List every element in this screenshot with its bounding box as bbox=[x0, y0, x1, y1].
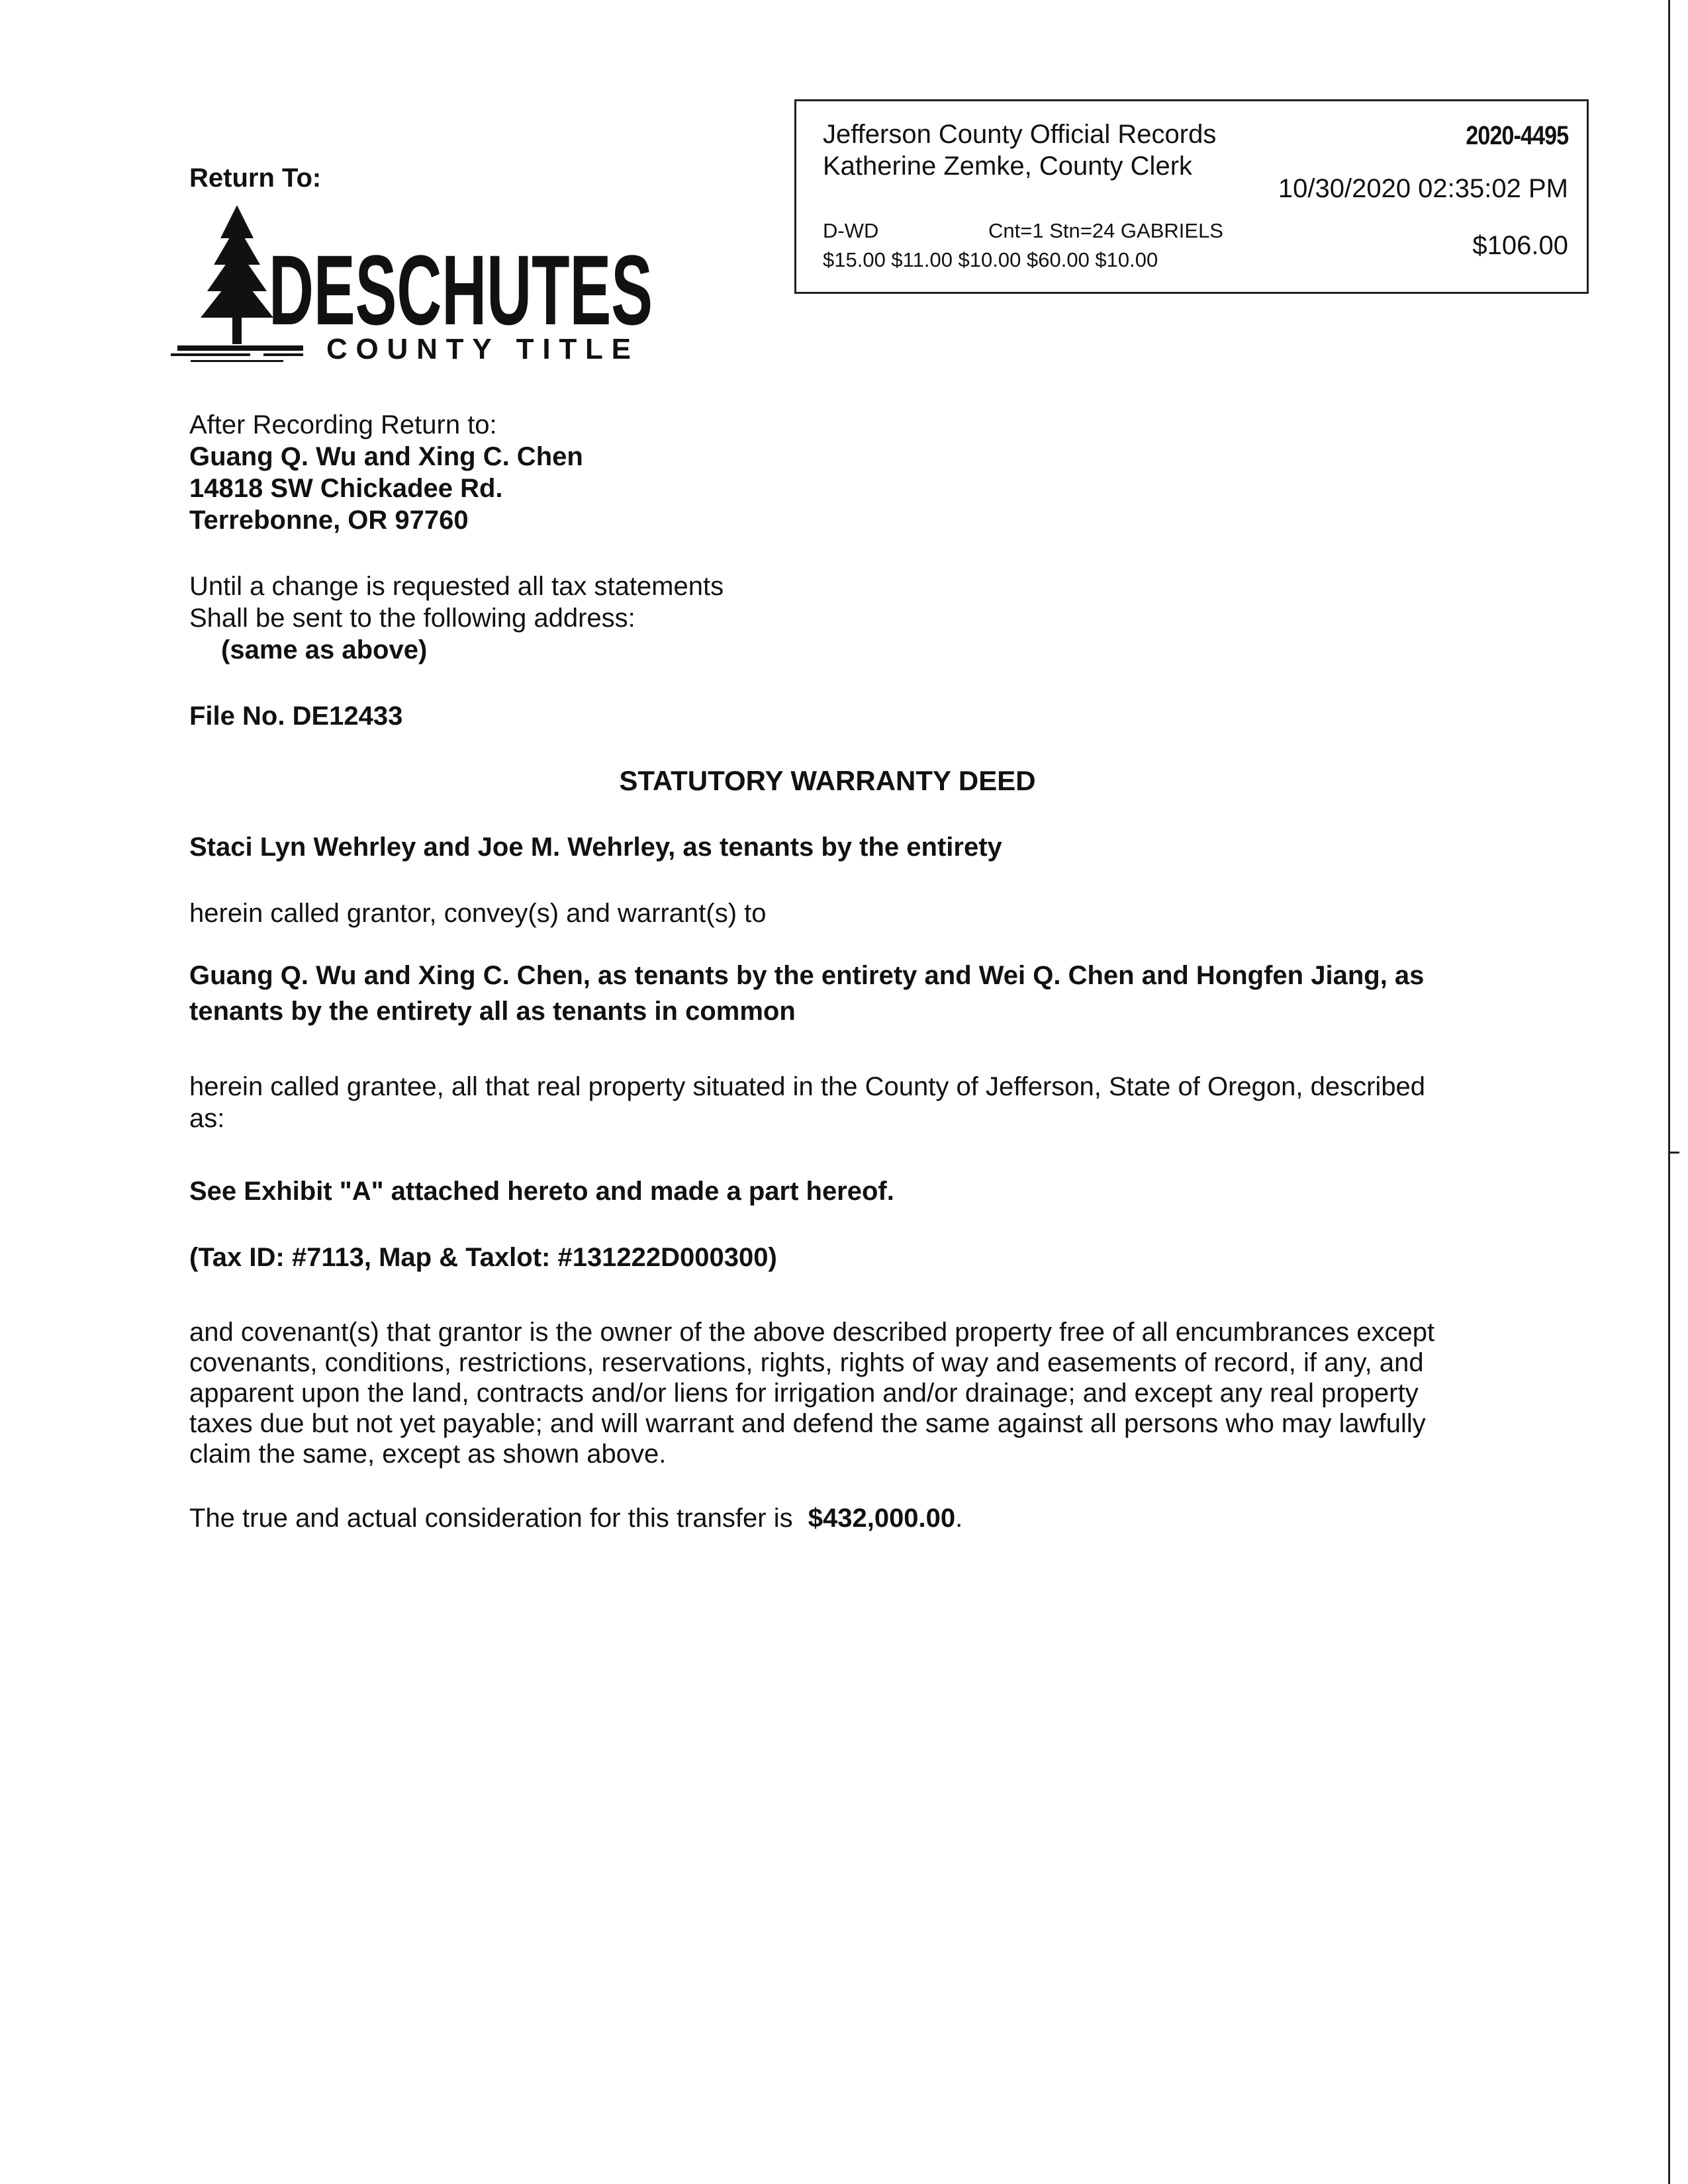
covenant-line: apparent upon the land, contracts and/or liens for irrigation and/or drainage; and except any real property bbox=[189, 1379, 1419, 1408]
tax-statements-line2: Shall be sent to the following address: bbox=[189, 604, 635, 633]
recording-fees: $15.00 $11.00 $10.00 $60.00 $10.00 bbox=[823, 248, 1158, 271]
recording-clerk: Katherine Zemke, County Clerk bbox=[823, 152, 1193, 181]
logo-brand-sub: COUNTY TITLE bbox=[326, 333, 631, 364]
consideration-amount: $432,000.00 bbox=[808, 1504, 956, 1533]
recording-stamp-box bbox=[794, 99, 1589, 294]
exhibit-reference: See Exhibit "A" attached hereto and made a part hereof. bbox=[189, 1177, 894, 1206]
after-recording-name: Guang Q. Wu and Xing C. Chen bbox=[189, 442, 583, 471]
grantor-clause: herein called grantor, convey(s) and warrant(s) to bbox=[189, 899, 767, 928]
after-recording-street: 14818 SW Chickadee Rd. bbox=[189, 474, 503, 503]
grantee-clause-line1: herein called grantee, all that real property situated in the County of Jefferson, State of Oregon, described bbox=[189, 1072, 1426, 1101]
after-recording-label: After Recording Return to: bbox=[189, 410, 497, 439]
covenant-line: and covenant(s) that grantor is the owner of the above described property free of all encumbrances except bbox=[189, 1318, 1435, 1347]
consideration-end: . bbox=[955, 1504, 963, 1533]
grantee-clause-line2: as: bbox=[189, 1104, 225, 1133]
recording-datetime: 10/30/2020 02:35:02 PM bbox=[1278, 174, 1568, 203]
covenant-paragraph bbox=[189, 1317, 1434, 1469]
file-number: File No. DE12433 bbox=[189, 702, 403, 731]
grantee-names-line2: tenants by the entirety all as tenants in common bbox=[189, 997, 796, 1026]
consideration-text: The true and actual consideration for this transfer is bbox=[189, 1504, 793, 1533]
recording-counts: Cnt=1 Stn=24 GABRIELS bbox=[988, 219, 1223, 242]
recording-office: Jefferson County Official Records bbox=[823, 120, 1217, 149]
covenant-line: claim the same, except as shown above. bbox=[189, 1439, 667, 1469]
scan-margin-tick bbox=[1670, 1152, 1679, 1154]
after-recording-city: Terrebonne, OR 97760 bbox=[189, 506, 469, 535]
tax-statements-address: (same as above) bbox=[221, 635, 428, 664]
covenant-line: taxes due but not yet payable; and will warrant and defend the same against all persons who may lawfully bbox=[189, 1409, 1426, 1438]
pine-tree-icon bbox=[201, 205, 273, 344]
recording-doc-type: D-WD bbox=[823, 219, 879, 242]
logo-brand-name: DESCHUTES bbox=[269, 234, 653, 345]
deed-title: STATUTORY WARRANTY DEED bbox=[619, 765, 1036, 796]
tax-id: (Tax ID: #7113, Map & Taxlot: #131222D000300) bbox=[189, 1243, 777, 1272]
grantee-names-line1: Guang Q. Wu and Xing C. Chen, as tenants by the entirety and Wei Q. Chen and Hongfen Jiang, as bbox=[189, 961, 1425, 990]
return-to-label: Return To: bbox=[189, 163, 322, 193]
covenant-line: covenants, conditions, restrictions, reservations, rights, rights of way and easements of record, if any, and bbox=[189, 1348, 1424, 1377]
recording-document-number: 2020-4495 bbox=[1466, 121, 1568, 150]
consideration-statement bbox=[189, 1502, 962, 1534]
grantor-names: Staci Lyn Wehrley and Joe M. Wehrley, as tenants by the entirety bbox=[189, 833, 1002, 862]
tax-statements-line1: Until a change is requested all tax statements bbox=[189, 572, 724, 601]
recording-total: $106.00 bbox=[1472, 231, 1568, 260]
scan-margin-line bbox=[1668, 0, 1670, 2184]
deschutes-county-title-logo bbox=[164, 199, 667, 364]
